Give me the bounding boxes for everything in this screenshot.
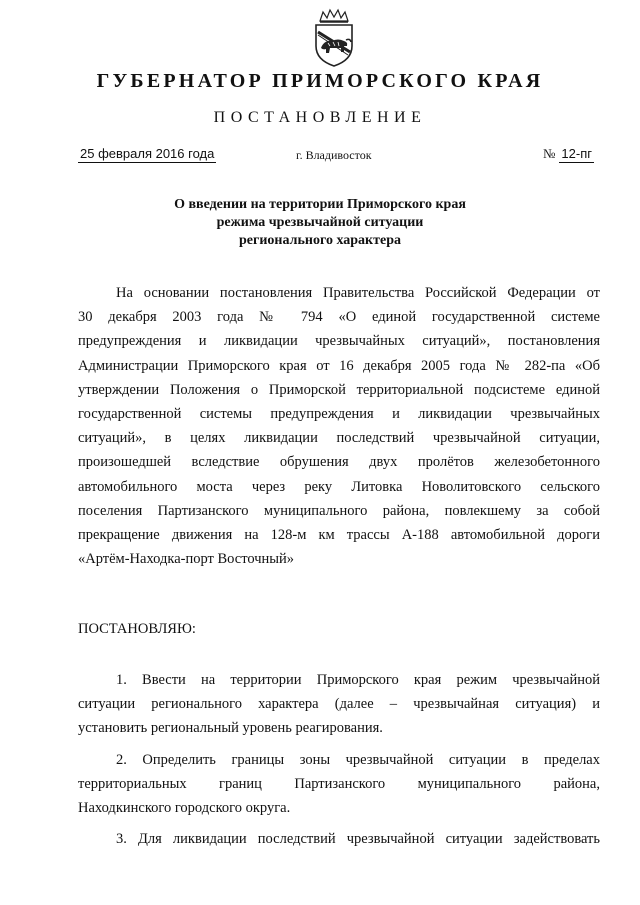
document-city: г. Владивосток	[296, 148, 372, 162]
item-line: территориальных границ Партизанского муниципального района,	[78, 775, 600, 792]
item-line: установить региональный уровень реагирования.	[78, 720, 383, 737]
number-value: 12-пг	[561, 146, 592, 161]
paragraph-line: Администрации Приморского края от 16 декабря 2005 года № 282-па «Об	[78, 357, 600, 374]
paragraph-line: государственной системы предупреждения и ликвидации чрезвычайных	[78, 406, 600, 423]
item-line: Находкинского городского округа.	[78, 800, 291, 817]
subject-line: регионального характера	[239, 233, 401, 248]
paragraph-line: ситуаций», в целях ликвидации последствий чрезвычайной ситуации,	[78, 430, 600, 447]
paragraph-line: предупреждения и ликвидации чрезвычайных ситуаций», постановления	[78, 333, 600, 350]
paragraph-line: «Артём-Находка-порт Восточный»	[78, 551, 295, 568]
document-number	[543, 146, 594, 162]
paragraph-line: поселения Партизанского муниципального района, повлекшему за собой	[78, 502, 600, 519]
paragraph-line: произошедшей вследствие обрушения двух пролётов железобетонного	[78, 454, 600, 471]
resolution-item-2	[78, 748, 600, 821]
item-line: 1. Ввести на территории Приморского края режим чрезвычайной	[116, 672, 600, 688]
item-line: ситуации регионального характера (далее – чрезвычайная ситуация) и	[78, 696, 600, 713]
preamble-paragraph	[78, 281, 600, 571]
paragraph-line: На основании постановления Правительства Российской Федерации от	[116, 285, 600, 301]
coat-of-arms-icon	[306, 8, 362, 68]
item-line: 2. Определить границы зоны чрезвычайной ситуации в пределах	[116, 751, 600, 768]
item-line: 3. Для ликвидации последствий чрезвычайной ситуации задействовать	[116, 831, 600, 848]
subject-line: режима чрезвычайной ситуации	[216, 215, 424, 230]
paragraph-line: 30 декабря 2003 года № 794 «О единой государственной системе	[78, 309, 600, 326]
number-sign: №	[543, 146, 556, 161]
paragraph-line: утверждении Положения о Приморской территориальной подсистеме единой	[78, 381, 600, 398]
resolution-items	[78, 668, 600, 858]
governor-title: ГУБЕРНАТОР ПРИМОРСКОГО КРАЯ	[96, 70, 544, 92]
document-date: 25 февраля 2016 года	[80, 146, 215, 161]
resolve-label: ПОСТАНОВЛЯЮ:	[78, 621, 196, 637]
subject-line: О введении на территории Приморского края	[174, 197, 466, 212]
paragraph-line: прекращение движения на 128-м км трассы А-188 автомобильной дороги	[78, 527, 600, 544]
resolution-item-1	[78, 668, 600, 741]
resolution-item-3	[78, 827, 600, 851]
document-subject	[0, 196, 640, 250]
document-type: ПОСТАНОВЛЕНИЕ	[213, 109, 427, 126]
paragraph-line: автомобильного моста через реку Литовка Новолитовского сельского	[78, 478, 600, 495]
